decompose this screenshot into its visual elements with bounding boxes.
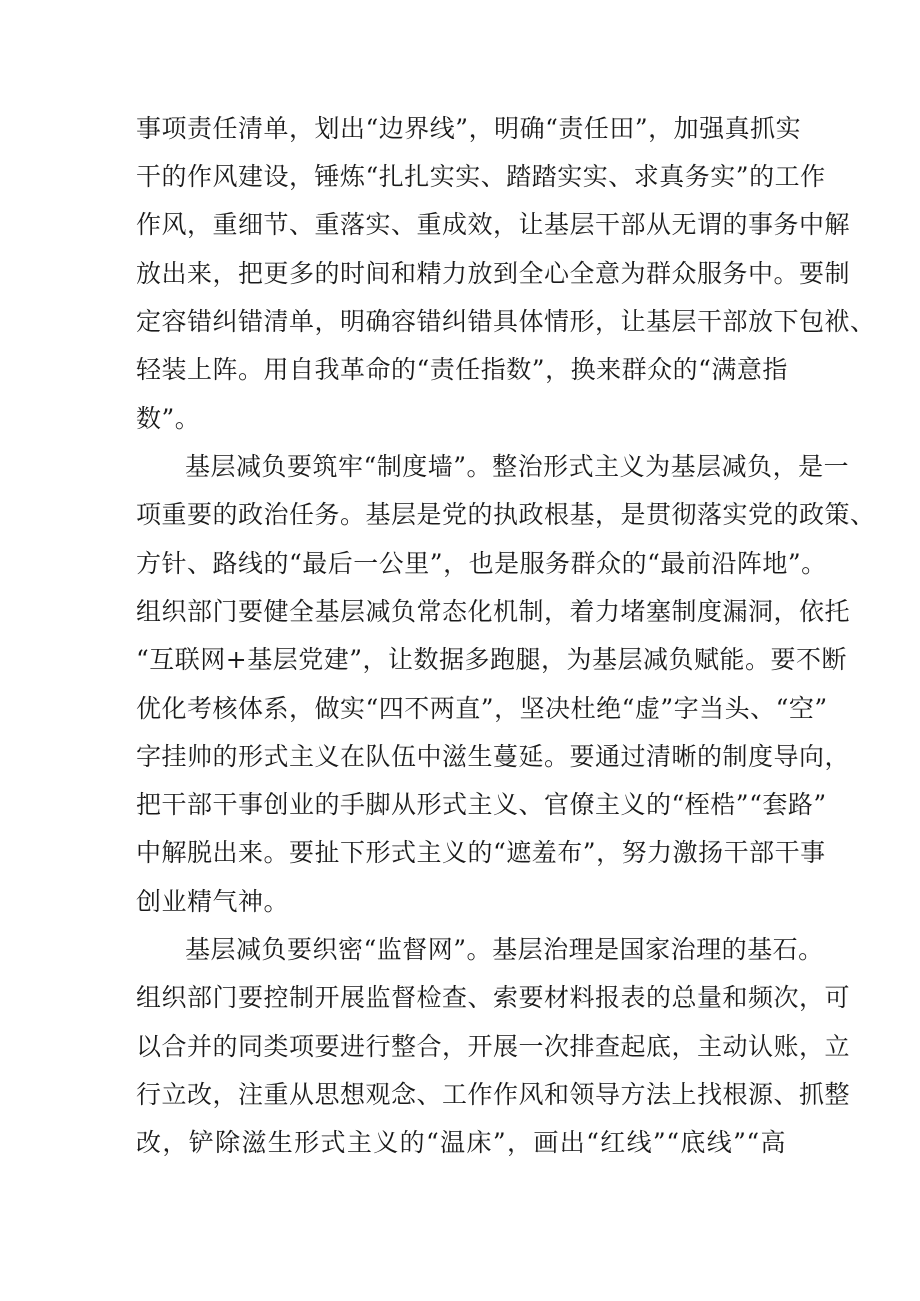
text-line: 中解脱出来。要扯下形式主义的“遮羞布”，努力激扬干部干事: [136, 838, 826, 867]
text-line: 作风，重细节、重落实、重成效，让基层干部从无谓的事务中解: [136, 210, 851, 239]
text-line: 改，铲除滋生形式主义的“温床”，画出“红线”“底线”“高: [136, 1128, 786, 1157]
text-line: 以合并的同类项要进行整合，开展一次排查起底，主动认账，立: [136, 1032, 851, 1061]
text-line: 字挂帅的形式主义在队伍中滋生蔓延。要通过清晰的制度导向，: [136, 742, 851, 771]
text-line: 组织部门要控制开展监督检查、索要材料报表的总量和频次，可: [136, 983, 851, 1012]
text-line: 事项责任清单，划出“边界线”，明确“责任田”，加强真抓实: [136, 114, 802, 143]
text-line: 优化考核体系，做实“四不两直”，坚决杜绝“虚”字当头、“空”: [136, 694, 828, 723]
text-line: 数”。: [136, 404, 201, 433]
text-line: “互联网+基层党建”，让数据多跑腿，为基层减负赋能。要不断: [136, 645, 848, 674]
text-line: 组织部门要健全基层减负常态化机制，着力堵塞制度漏洞，依托: [136, 597, 851, 626]
text-line: 行立改，注重从思想观念、工作作风和领导方法上找根源、抓整: [136, 1080, 851, 1109]
text-line: 把干部干事创业的手脚从形式主义、官僚主义的“桎梏”“套路”: [136, 790, 827, 819]
text-line: 方针、路线的“最后一公里”，也是服务群众的“最前沿阵地”。: [136, 549, 827, 578]
text-line: 放出来，把更多的时间和精力放到全心全意为群众服务中。要制: [136, 259, 851, 288]
text-line: 创业精气神。: [136, 887, 290, 916]
text-line: 基层减负要织密“监督网”。基层治理是国家治理的基石。: [185, 935, 824, 964]
text-line: 定容错纠错清单，明确容错纠错具体情形，让基层干部放下包袱、: [136, 307, 876, 336]
text-line: 项重要的政治任务。基层是党的执政根基，是贯彻落实党的政策、: [136, 500, 876, 529]
text-line: 基层减负要筑牢“制度墙”。整治形式主义为基层减负，是一: [185, 452, 850, 481]
text-line: 干的作风建设，锤炼“扎扎实实、踏踏实实、求真务实”的工作: [136, 162, 826, 191]
text-line: 轻装上阵。用自我革命的“责任指数”，换来群众的“满意指: [136, 355, 788, 384]
